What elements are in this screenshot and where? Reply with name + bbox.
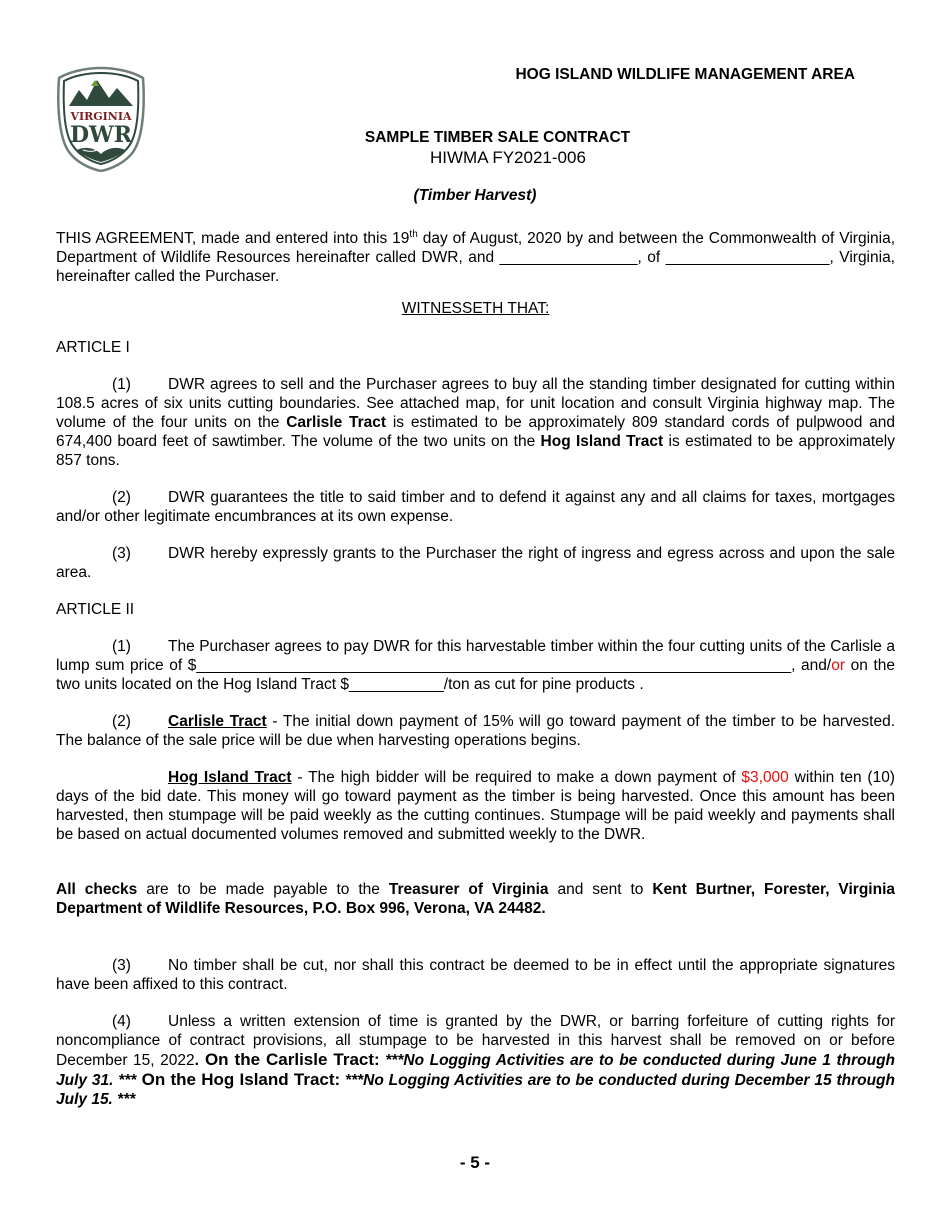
carlisle-tract-heading: Carlisle Tract [168, 713, 267, 730]
clause-text: No timber shall be cut, nor shall this contract be deemed to be in effect until the appropriate signatures have been affixed to this contract. [56, 957, 895, 993]
clause-number: (1) [112, 376, 131, 393]
virginia-dwr-logo [55, 66, 147, 172]
clause-text: Unless a written extension of time is granted by the DWR, or barring forfeiture of cutting rights for noncompliance of contract provisions, all stumpage to be harvested in this harvest shall be removed on or before December 15, 2022 [56, 1013, 895, 1069]
clause-number: (2) [112, 713, 131, 730]
red-or-text: or [831, 657, 846, 674]
intro-text-b: day of August, 2020 by and between the Commonwealth of Virginia, Department of Wildlife Resources hereinafter called DWR, and ________________, of ___________________, Virginia, hereinafter called the Purchaser. [56, 230, 896, 286]
intro-superscript: th [409, 229, 418, 240]
article-2-clause-4 [56, 1012, 895, 1109]
clause-number: (3) [112, 545, 131, 562]
logo-text-dwr: DWR [69, 122, 133, 148]
carlisle-logging-restriction: ***No Logging Activities are to be conducted during June 1 through July 31. *** [56, 1052, 895, 1089]
carlisle-tract-note-label: On the Carlisle Tract: [198, 1050, 380, 1069]
clause-text: - The initial down payment of 15% will go toward payment of the timber to be harvested. The balance of the sale price will be due when harvesting operations begins. [56, 713, 895, 749]
checks-payable-paragraph [56, 880, 895, 918]
hog-island-tract-bold: Hog Island Tract [540, 433, 664, 450]
intro-paragraph [56, 225, 895, 286]
logo-text-virginia: VIRGINIA [70, 110, 132, 123]
hog-island-logging-restriction: ***No Logging Activities are to be conducted during December 15 through July 15. *** [56, 1072, 895, 1108]
clause-text: DWR hereby expressly grants to the Purchaser the right of ingress and egress across and upon the sale area. [56, 545, 895, 581]
treasurer-bold: Treasurer of Virginia [388, 881, 549, 898]
clause-number: (3) [112, 957, 131, 974]
contract-subtitle: (Timber Harvest) [413, 187, 537, 204]
clause-text: The Purchaser agrees to pay DWR for this harvestable timber within the four cutting units of the Carlisle a lump sum price of $_____________________________________________________________________, and/ [56, 638, 895, 674]
carlisle-tract-bold: Carlisle Tract [286, 414, 387, 431]
clause-text: within ten (10) days of the bid date. This money will go toward payment as the timber is being harvested. Once this amount has been harvested, then stumpage will be paid weekly as the cutting continues. Stumpage will be paid weekly and payments shall be based on actual documented volumes removed and submitted weekly to the DWR. [56, 769, 895, 843]
checks-text: are to be made payable to the [137, 881, 389, 898]
down-payment-amount: $3,000 [741, 769, 789, 786]
checks-bold: All checks [56, 881, 138, 898]
article-1-clause-3 [56, 544, 895, 582]
article-1-clause-2 [56, 488, 895, 526]
hog-island-tract-heading: Hog Island Tract [168, 769, 292, 786]
article-1-heading: ARTICLE I [56, 339, 130, 356]
article-2-clause-2 [56, 712, 895, 750]
clause-text: DWR agrees to sell and the Purchaser agrees to buy all the standing timber designated for cutting within 108.5 acres of six units cutting boundaries. See attached map, for unit location and consult Virginia highway map. The volume of the four units on the [56, 376, 895, 431]
forester-address-bold: Kent Burtner, Forester, Virginia Department of Wildlife Resources, P.O. Box 996, Verona, VA 24482. [56, 881, 895, 917]
article-1-clause-1 [56, 375, 895, 470]
area-title: HOG ISLAND WILDLIFE MANAGEMENT AREA [515, 66, 855, 83]
clause-text: on the two units located on the Hog Island Tract $___________/ton as cut for pine products . [56, 657, 895, 693]
checks-text: and sent to [548, 881, 653, 898]
hog-island-tract-note-label: On the Hog Island Tract: [136, 1070, 341, 1089]
clause-text: - The high bidder will be required to make a down payment of [291, 769, 742, 786]
clause-number: (1) [112, 638, 131, 655]
contract-number: HIWMA FY2021-006 [430, 148, 586, 167]
clause-text: is estimated to be approximately 809 standard cords of pulpwood and 674,400 board feet of sawtimber. The volume of the two units on the [56, 414, 895, 450]
article-2-clause-1 [56, 637, 895, 694]
clause-text: DWR guarantees the title to said timber and to defend it against any and all claims for taxes, mortgages and/or other legitimate encumbrances at its own expense. [56, 489, 895, 525]
article-2-heading: ARTICLE II [56, 601, 135, 618]
clause-period: . [194, 1052, 199, 1069]
witnesseth-heading: WITNESSETH THAT: [401, 300, 550, 317]
intro-text-a: THIS AGREEMENT, made and entered into this 19 [56, 230, 410, 248]
article-2-clause-2-hog-island [56, 768, 895, 844]
clause-number: (4) [112, 1013, 131, 1030]
contract-title: SAMPLE TIMBER SALE CONTRACT [364, 129, 631, 146]
page-number: - 5 - [459, 1153, 491, 1172]
clause-text: is estimated to be approximately 857 tons. [56, 433, 895, 469]
clause-number: (2) [112, 489, 131, 506]
article-2-clause-3 [56, 956, 895, 994]
